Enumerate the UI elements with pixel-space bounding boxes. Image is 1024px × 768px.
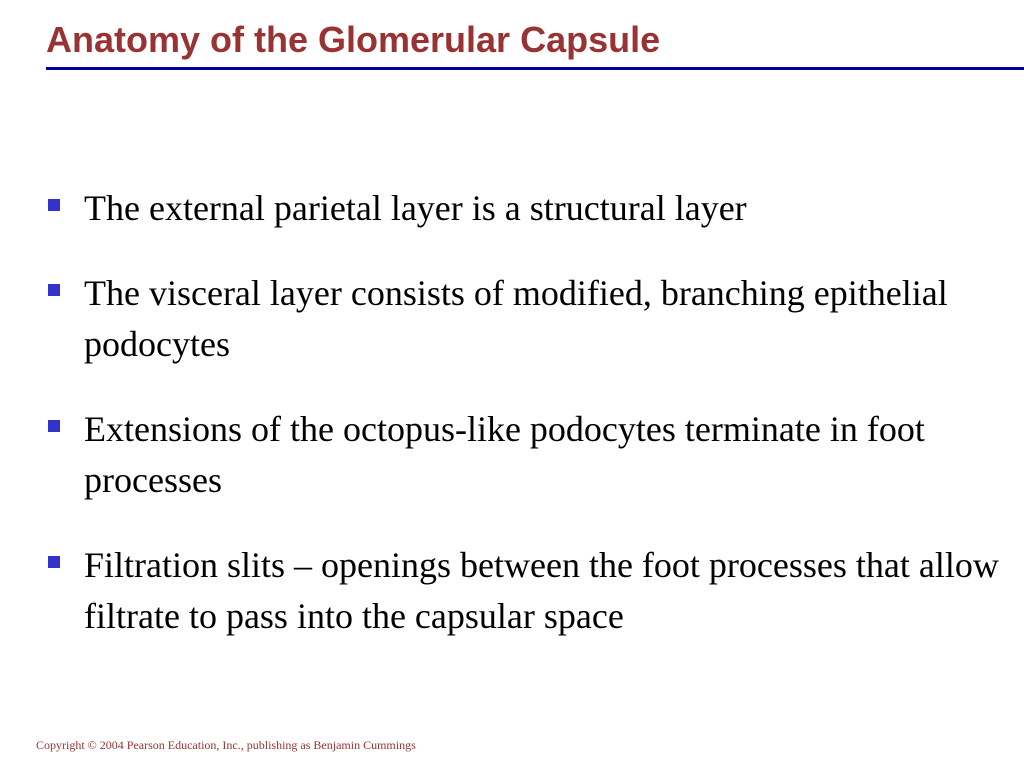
- bullet-text: Extensions of the octopus-like podocytes terminate in foot processes: [84, 409, 925, 500]
- page-title: Anatomy of the Glomerular Capsule: [46, 19, 661, 60]
- bullet-item: [46, 268, 1006, 370]
- bullet-text: The visceral layer consists of modified, branching epithelial podocytes: [84, 273, 948, 364]
- copyright-footer: Copyright © 2004 Pearson Education, Inc., publishing as Benjamin Cummings: [36, 738, 416, 752]
- bullet-list: [46, 183, 1006, 676]
- square-bullet-icon: [48, 199, 60, 211]
- square-bullet-icon: [48, 284, 60, 296]
- bullet-text: The external parietal layer is a structural layer: [84, 188, 747, 228]
- square-bullet-icon: [48, 420, 60, 432]
- title-divider: [46, 67, 1024, 70]
- bullet-text: Filtration slits – openings between the foot processes that allow filtrate to pass into the capsular space: [84, 545, 999, 636]
- bullet-item: [46, 183, 1006, 234]
- bullet-item: [46, 540, 1006, 642]
- square-bullet-icon: [48, 556, 60, 568]
- bullet-item: [46, 404, 1006, 506]
